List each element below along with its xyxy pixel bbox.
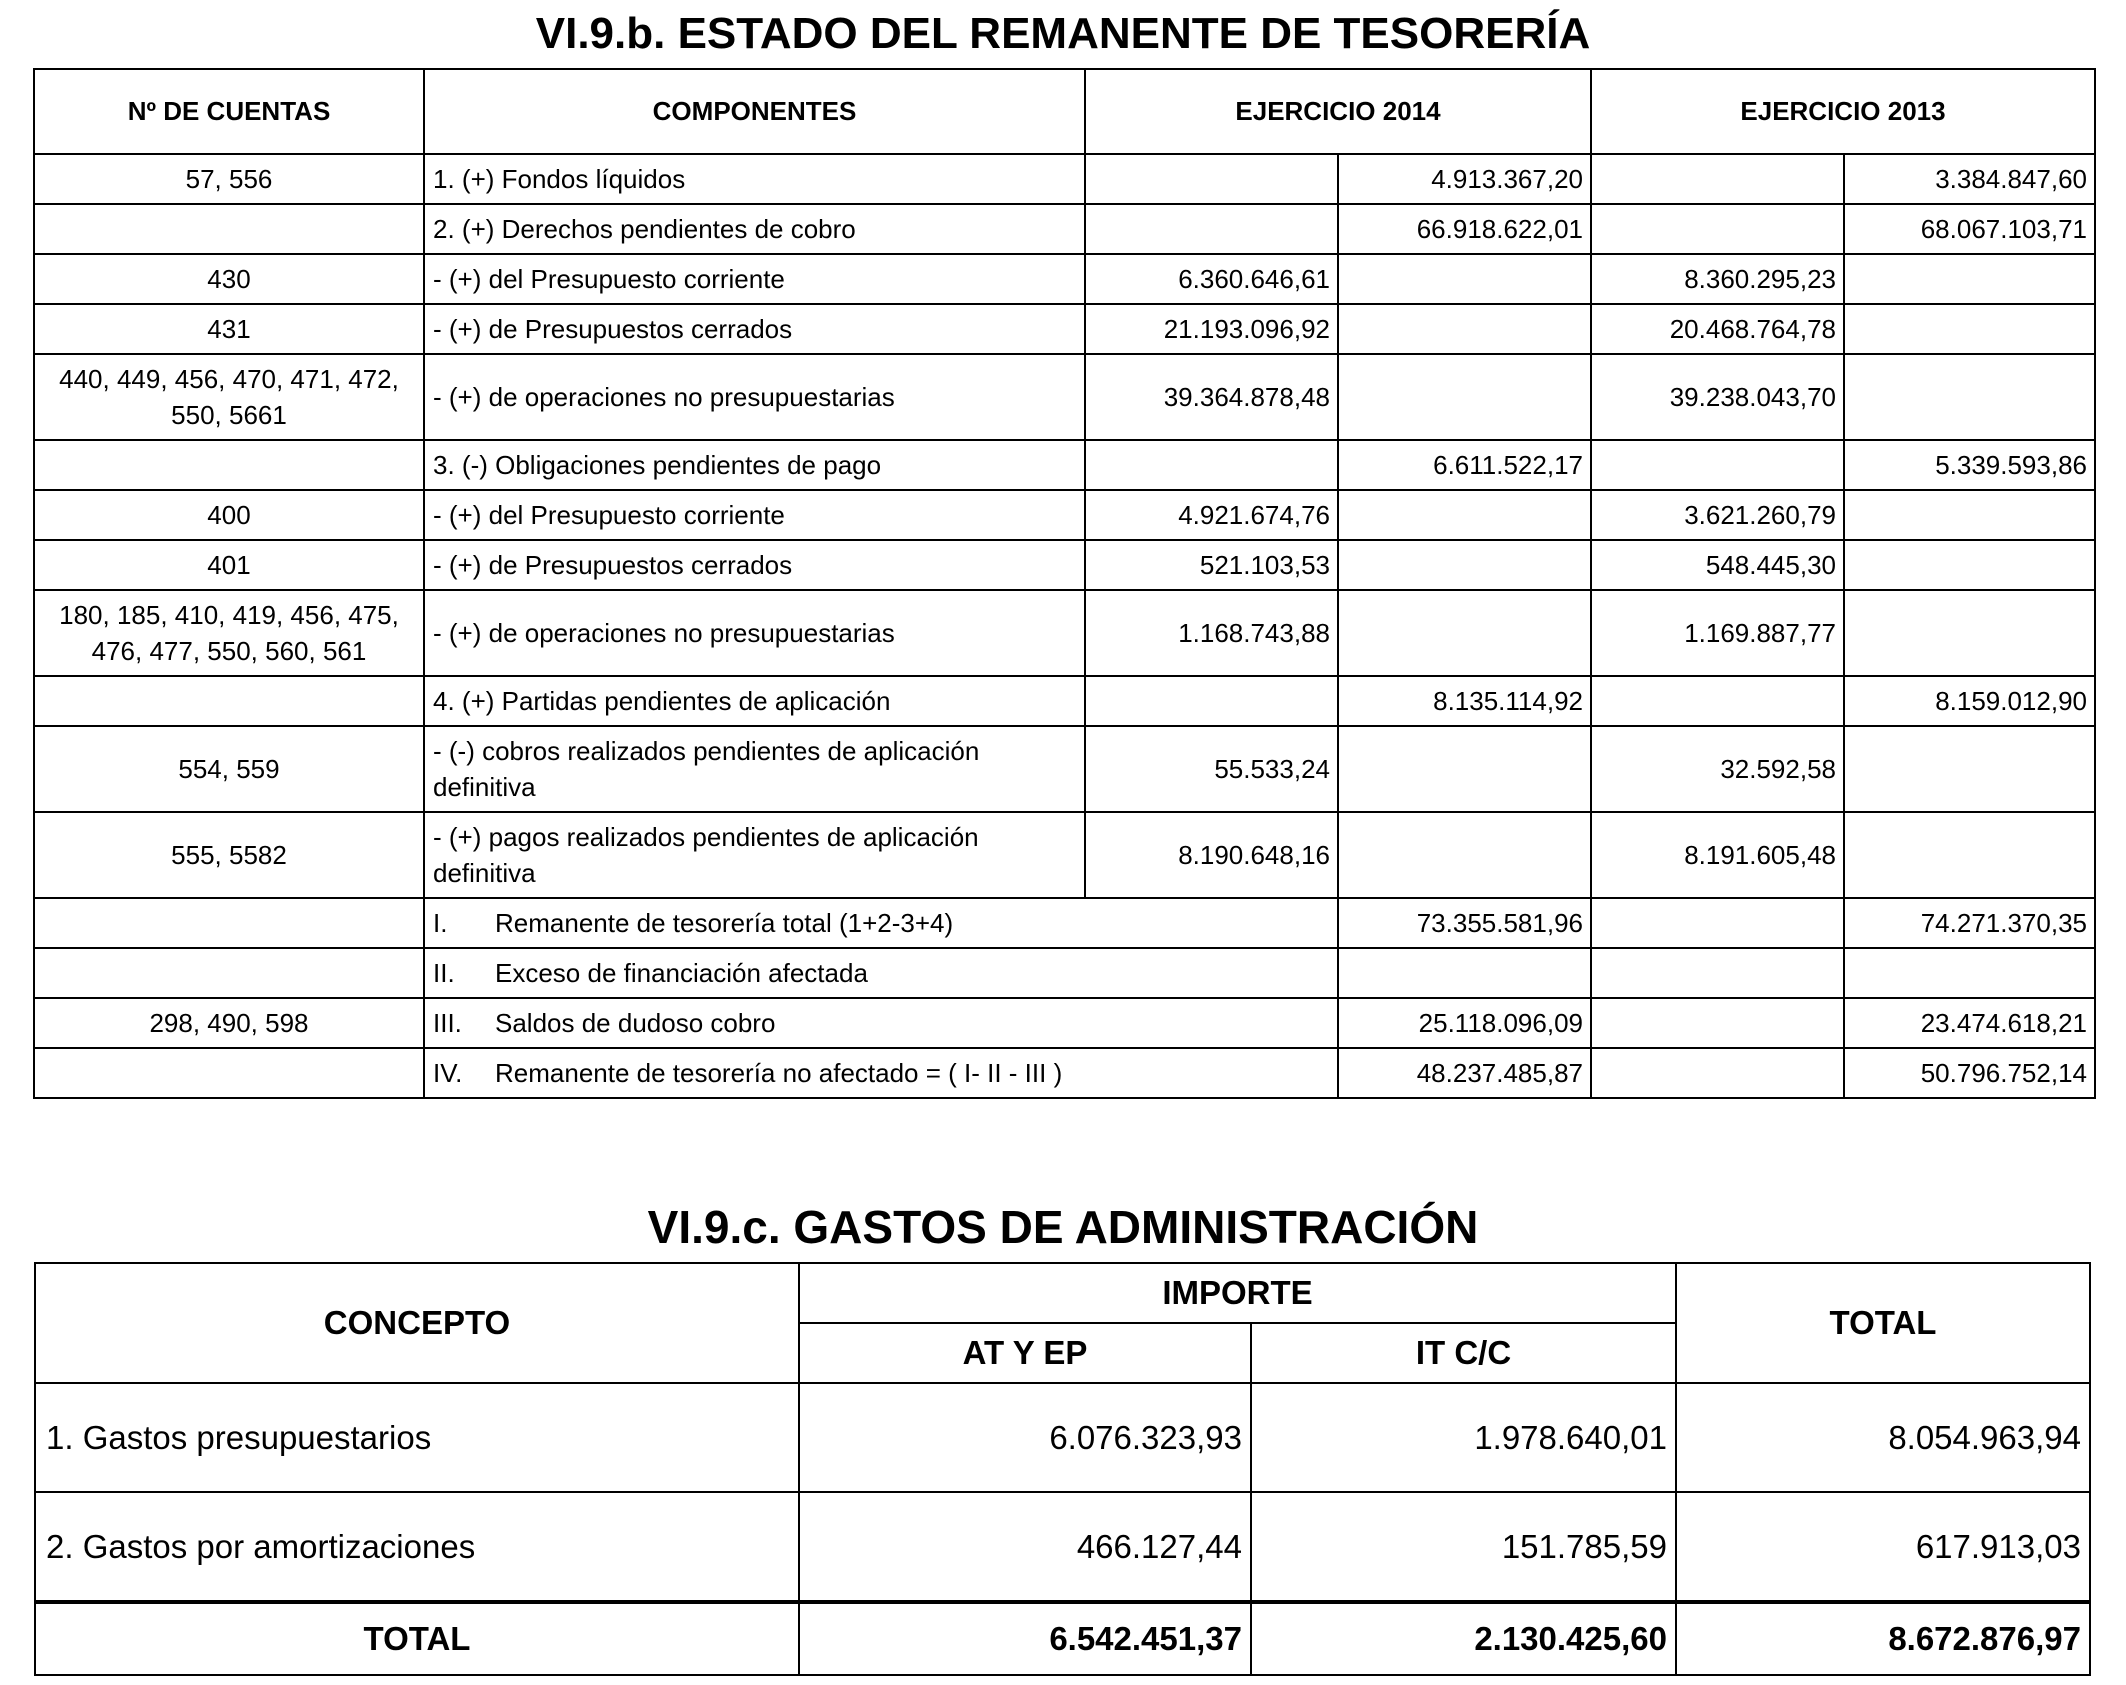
account-numbers: 180, 185, 410, 419, 456, 475, 476, 477, 550, 560, 561 — [34, 590, 424, 676]
detail-2013 — [1591, 948, 1844, 998]
total-2013: 5.339.593,86 — [1844, 440, 2095, 490]
component-label: - (-) cobros realizados pendientes de aplicación definitiva — [424, 726, 1085, 812]
total-2013: 74.271.370,35 — [1844, 898, 2095, 948]
component-label: - (+) de Presupuestos cerrados — [424, 304, 1085, 354]
total-2014 — [1338, 590, 1591, 676]
detail-2013 — [1591, 154, 1844, 204]
total-2013: 8.159.012,90 — [1844, 676, 2095, 726]
component-label: - (+) pagos realizados pendientes de aplicación definitiva — [424, 812, 1085, 898]
header-ejercicio-2014: EJERCICIO 2014 — [1085, 69, 1591, 154]
detail-2014: 1.168.743,88 — [1085, 590, 1338, 676]
concept-label: 1. Gastos presupuestarios — [35, 1383, 799, 1492]
component-label: 1. (+) Fondos líquidos — [424, 154, 1085, 204]
total-2013 — [1844, 590, 2095, 676]
summary-label — [424, 948, 1338, 998]
detail-2014: 521.103,53 — [1085, 540, 1338, 590]
grand-total: 8.672.876,97 — [1676, 1602, 2090, 1675]
account-numbers — [34, 676, 424, 726]
table-row — [35, 1383, 2090, 1492]
total-2013 — [1844, 254, 2095, 304]
table-row — [34, 154, 2095, 204]
amount-at-ep: 466.127,44 — [799, 1492, 1251, 1602]
component-label: - (+) de Presupuestos cerrados — [424, 540, 1085, 590]
total-2014 — [1338, 540, 1591, 590]
detail-2013 — [1591, 676, 1844, 726]
table-row — [34, 204, 2095, 254]
summary-text: Saldos de dudoso cobro — [495, 1008, 776, 1038]
detail-2013 — [1591, 204, 1844, 254]
account-numbers: 431 — [34, 304, 424, 354]
account-numbers: 298, 490, 598 — [34, 998, 424, 1048]
summary-label — [424, 1048, 1338, 1098]
total-2014: 6.611.522,17 — [1338, 440, 1591, 490]
detail-2013 — [1591, 998, 1844, 1048]
account-numbers: 555, 5582 — [34, 812, 424, 898]
total-2013 — [1844, 812, 2095, 898]
header-ejercicio-2013: EJERCICIO 2013 — [1591, 69, 2095, 154]
summary-row — [34, 948, 2095, 998]
summary-label — [424, 898, 1338, 948]
account-numbers: 401 — [34, 540, 424, 590]
table-row — [34, 304, 2095, 354]
total-2013 — [1844, 354, 2095, 440]
detail-2014 — [1085, 440, 1338, 490]
total-2014: 48.237.485,87 — [1338, 1048, 1591, 1098]
detail-2014 — [1085, 676, 1338, 726]
table-row — [34, 440, 2095, 490]
total-2013: 3.384.847,60 — [1844, 154, 2095, 204]
account-numbers — [34, 204, 424, 254]
remanente-table — [33, 68, 2096, 1099]
total-it-cc: 2.130.425,60 — [1251, 1602, 1676, 1675]
amount-total: 617.913,03 — [1676, 1492, 2090, 1602]
total-2013 — [1844, 726, 2095, 812]
component-label: 4. (+) Partidas pendientes de aplicación — [424, 676, 1085, 726]
roman-numeral: II. — [433, 958, 455, 988]
amount-it-cc: 1.978.640,01 — [1251, 1383, 1676, 1492]
total-2014 — [1338, 812, 1591, 898]
summary-row — [34, 998, 2095, 1048]
total-2014 — [1338, 948, 1591, 998]
header-concepto: CONCEPTO — [35, 1263, 799, 1383]
total-2013: 50.796.752,14 — [1844, 1048, 2095, 1098]
amount-it-cc: 151.785,59 — [1251, 1492, 1676, 1602]
component-label: - (+) de operaciones no presupuestarias — [424, 354, 1085, 440]
detail-2014: 4.921.674,76 — [1085, 490, 1338, 540]
total-2014: 4.913.367,20 — [1338, 154, 1591, 204]
total-2014 — [1338, 354, 1591, 440]
detail-2013: 548.445,30 — [1591, 540, 1844, 590]
summary-text: Remanente de tesorería no afectado = ( I- II - III ) — [495, 1058, 1063, 1088]
account-numbers — [34, 1048, 424, 1098]
summary-row — [34, 1048, 2095, 1098]
total-2014 — [1338, 254, 1591, 304]
account-numbers: 440, 449, 456, 470, 471, 472, 550, 5661 — [34, 354, 424, 440]
detail-2013 — [1591, 898, 1844, 948]
total-2014: 25.118.096,09 — [1338, 998, 1591, 1048]
total-2014: 8.135.114,92 — [1338, 676, 1591, 726]
table-row — [34, 540, 2095, 590]
total-2013: 68.067.103,71 — [1844, 204, 2095, 254]
table-row — [34, 812, 2095, 898]
total-at-ep: 6.542.451,37 — [799, 1602, 1251, 1675]
gastos-title: VI.9.c. GASTOS DE ADMINISTRACIÓN — [647, 1201, 1479, 1253]
roman-numeral: III. — [433, 1008, 462, 1038]
detail-2014: 39.364.878,48 — [1085, 354, 1338, 440]
detail-2014 — [1085, 204, 1338, 254]
table-row — [34, 676, 2095, 726]
roman-numeral: IV. — [433, 1058, 463, 1088]
detail-2014: 21.193.096,92 — [1085, 304, 1338, 354]
concept-label: 2. Gastos por amortizaciones — [35, 1492, 799, 1602]
gastos-header-row-1 — [35, 1263, 2090, 1323]
total-2014 — [1338, 726, 1591, 812]
table-row — [35, 1492, 2090, 1602]
table-row — [34, 726, 2095, 812]
header-at-ep: AT Y EP — [799, 1323, 1251, 1383]
summary-text: Exceso de financiación afectada — [495, 958, 868, 988]
detail-2013: 8.360.295,23 — [1591, 254, 1844, 304]
detail-2014: 55.533,24 — [1085, 726, 1338, 812]
detail-2013: 1.169.887,77 — [1591, 590, 1844, 676]
detail-2014 — [1085, 154, 1338, 204]
detail-2013: 3.621.260,79 — [1591, 490, 1844, 540]
component-label: 3. (-) Obligaciones pendientes de pago — [424, 440, 1085, 490]
header-total: TOTAL — [1676, 1263, 2090, 1383]
account-numbers: 400 — [34, 490, 424, 540]
account-numbers — [34, 440, 424, 490]
detail-2014: 8.190.648,16 — [1085, 812, 1338, 898]
total-label: TOTAL — [35, 1602, 799, 1675]
component-label: 2. (+) Derechos pendientes de cobro — [424, 204, 1085, 254]
roman-numeral: I. — [433, 908, 448, 938]
detail-2013: 8.191.605,48 — [1591, 812, 1844, 898]
detail-2013 — [1591, 440, 1844, 490]
detail-2013: 20.468.764,78 — [1591, 304, 1844, 354]
detail-2013: 32.592,58 — [1591, 726, 1844, 812]
account-numbers: 430 — [34, 254, 424, 304]
header-componentes: COMPONENTES — [424, 69, 1085, 154]
gastos-table — [34, 1262, 2091, 1676]
table-row — [34, 254, 2095, 304]
account-numbers — [34, 898, 424, 948]
total-2014 — [1338, 490, 1591, 540]
detail-2014: 6.360.646,61 — [1085, 254, 1338, 304]
detail-2013: 39.238.043,70 — [1591, 354, 1844, 440]
total-2014: 66.918.622,01 — [1338, 204, 1591, 254]
amount-total: 8.054.963,94 — [1676, 1383, 2090, 1492]
total-2013 — [1844, 948, 2095, 998]
detail-2013 — [1591, 1048, 1844, 1098]
total-2013 — [1844, 490, 2095, 540]
total-2013 — [1844, 304, 2095, 354]
table-row — [34, 354, 2095, 440]
summary-label — [424, 998, 1338, 1048]
total-row — [35, 1602, 2090, 1675]
total-2014: 73.355.581,96 — [1338, 898, 1591, 948]
remanente-title: VI.9.b. ESTADO DEL REMANENTE DE TESORERÍA — [535, 9, 1591, 58]
amount-at-ep: 6.076.323,93 — [799, 1383, 1251, 1492]
account-numbers: 57, 556 — [34, 154, 424, 204]
component-label: - (+) de operaciones no presupuestarias — [424, 590, 1085, 676]
table-row — [34, 490, 2095, 540]
total-2014 — [1338, 304, 1591, 354]
remanente-header-row — [34, 69, 2095, 154]
account-numbers: 554, 559 — [34, 726, 424, 812]
account-numbers — [34, 948, 424, 998]
header-it-cc: IT C/C — [1251, 1323, 1676, 1383]
component-label: - (+) del Presupuesto corriente — [424, 254, 1085, 304]
table-row — [34, 590, 2095, 676]
summary-row — [34, 898, 2095, 948]
summary-text: Remanente de tesorería total (1+2-3+4) — [495, 908, 954, 938]
total-2013 — [1844, 540, 2095, 590]
total-2013: 23.474.618,21 — [1844, 998, 2095, 1048]
component-label: - (+) del Presupuesto corriente — [424, 490, 1085, 540]
header-cuentas: Nº DE CUENTAS — [34, 69, 424, 154]
header-importe: IMPORTE — [799, 1263, 1676, 1323]
